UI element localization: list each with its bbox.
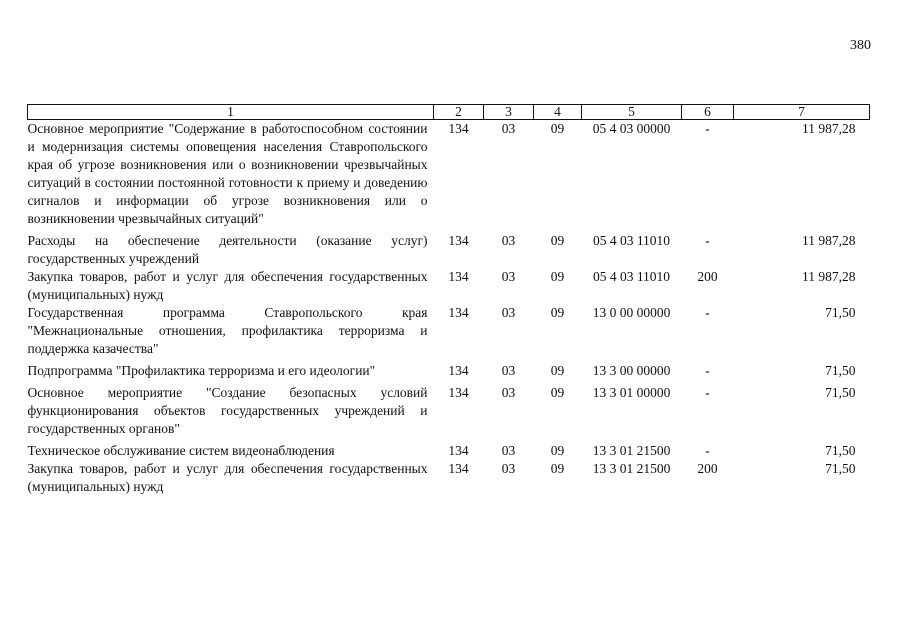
row-expense-type: - [705, 363, 710, 378]
header-col-5: 5 [582, 105, 682, 120]
row-expense-type: - [705, 385, 710, 400]
table-row [28, 304, 870, 362]
row-ministry: 134 [448, 121, 469, 136]
row-expense-type: - [705, 305, 710, 320]
row-expense-type: - [705, 443, 710, 458]
row-name: Государственная программа Ставропольского края "Межнациональные отношения, профилактика терроризма и поддержка казачества" [27, 305, 428, 356]
row-ministry: 134 [448, 385, 469, 400]
row-amount: 11 987,28 [802, 269, 856, 284]
table-row [28, 120, 870, 233]
row-ministry: 134 [448, 305, 469, 320]
row-subsection: 09 [550, 269, 565, 284]
header-col-1: 1 [28, 105, 434, 120]
row-target: 05 4 03 11010 [592, 233, 671, 248]
row-name: Техническое обслуживание систем видеонаблюдения [27, 443, 335, 458]
row-name: Закупка товаров, работ и услуг для обеспечения государственных (муниципальных) нужд [27, 461, 428, 494]
header-col-4: 4 [534, 105, 582, 120]
row-section: 03 [501, 269, 516, 284]
row-target: 05 4 03 11010 [592, 269, 671, 284]
row-section: 03 [501, 233, 516, 248]
row-amount: 71,50 [825, 385, 856, 400]
table-row [28, 442, 870, 460]
row-amount: 71,50 [825, 443, 856, 458]
row-section: 03 [501, 443, 516, 458]
table-row [28, 232, 870, 268]
row-subsection: 09 [550, 363, 565, 378]
row-name: Закупка товаров, работ и услуг для обеспечения государственных (муниципальных) нужд [27, 269, 428, 302]
row-subsection: 09 [550, 305, 565, 320]
budget-table [27, 104, 870, 496]
row-subsection: 09 [550, 461, 565, 476]
row-subsection: 09 [550, 443, 565, 458]
row-subsection: 09 [550, 233, 565, 248]
row-ministry: 134 [448, 363, 469, 378]
table-row [28, 460, 870, 496]
header-col-6: 6 [682, 105, 734, 120]
row-amount: 71,50 [825, 363, 856, 378]
row-section: 03 [501, 461, 516, 476]
table-row [28, 362, 870, 384]
row-name: Расходы на обеспечение деятельности (оказание услуг) государственных учреждений [27, 233, 428, 266]
row-subsection: 09 [550, 385, 565, 400]
row-amount: 11 987,28 [802, 121, 856, 136]
row-amount: 71,50 [825, 461, 856, 476]
table-header-row [28, 105, 870, 120]
page-number: 380 [850, 38, 871, 53]
row-target: 13 0 00 00000 [592, 305, 671, 320]
header-col-3: 3 [484, 105, 534, 120]
table-row [28, 384, 870, 442]
row-target: 13 3 00 00000 [592, 363, 671, 378]
row-expense-type: 200 [697, 269, 718, 284]
row-name: Основное мероприятие "Создание безопасных условий функционирования объектов государственных учреждений и государственных органов" [27, 385, 428, 436]
table-row [28, 268, 870, 304]
row-section: 03 [501, 121, 516, 136]
row-target: 13 3 01 21500 [592, 461, 671, 476]
header-col-7: 7 [734, 105, 870, 120]
row-subsection: 09 [550, 121, 565, 136]
row-expense-type: - [705, 233, 710, 248]
row-section: 03 [501, 363, 516, 378]
row-target: 13 3 01 00000 [592, 385, 671, 400]
row-target: 05 4 03 00000 [592, 121, 671, 136]
row-expense-type: 200 [697, 461, 718, 476]
row-ministry: 134 [448, 443, 469, 458]
row-ministry: 134 [448, 461, 469, 476]
row-name: Подпрограмма "Профилактика терроризма и его идеологии" [27, 363, 376, 378]
row-amount: 11 987,28 [802, 233, 856, 248]
row-expense-type: - [705, 121, 710, 136]
row-name: Основное мероприятие "Содержание в работоспособном состоянии и модернизация системы оповещения населения Ставропольского края об угрозе возникновения или о возникновении чрезвычайных ситуаций в состоянии постоянной готовности к приему и доведению сигналов и информации об угрозе возникновения или о возникновении чрезвычайных ситуаций" [27, 121, 428, 226]
row-section: 03 [501, 385, 516, 400]
row-target: 13 3 01 21500 [592, 443, 671, 458]
row-section: 03 [501, 305, 516, 320]
row-amount: 71,50 [825, 305, 856, 320]
row-ministry: 134 [448, 269, 469, 284]
row-ministry: 134 [448, 233, 469, 248]
header-col-2: 2 [434, 105, 484, 120]
